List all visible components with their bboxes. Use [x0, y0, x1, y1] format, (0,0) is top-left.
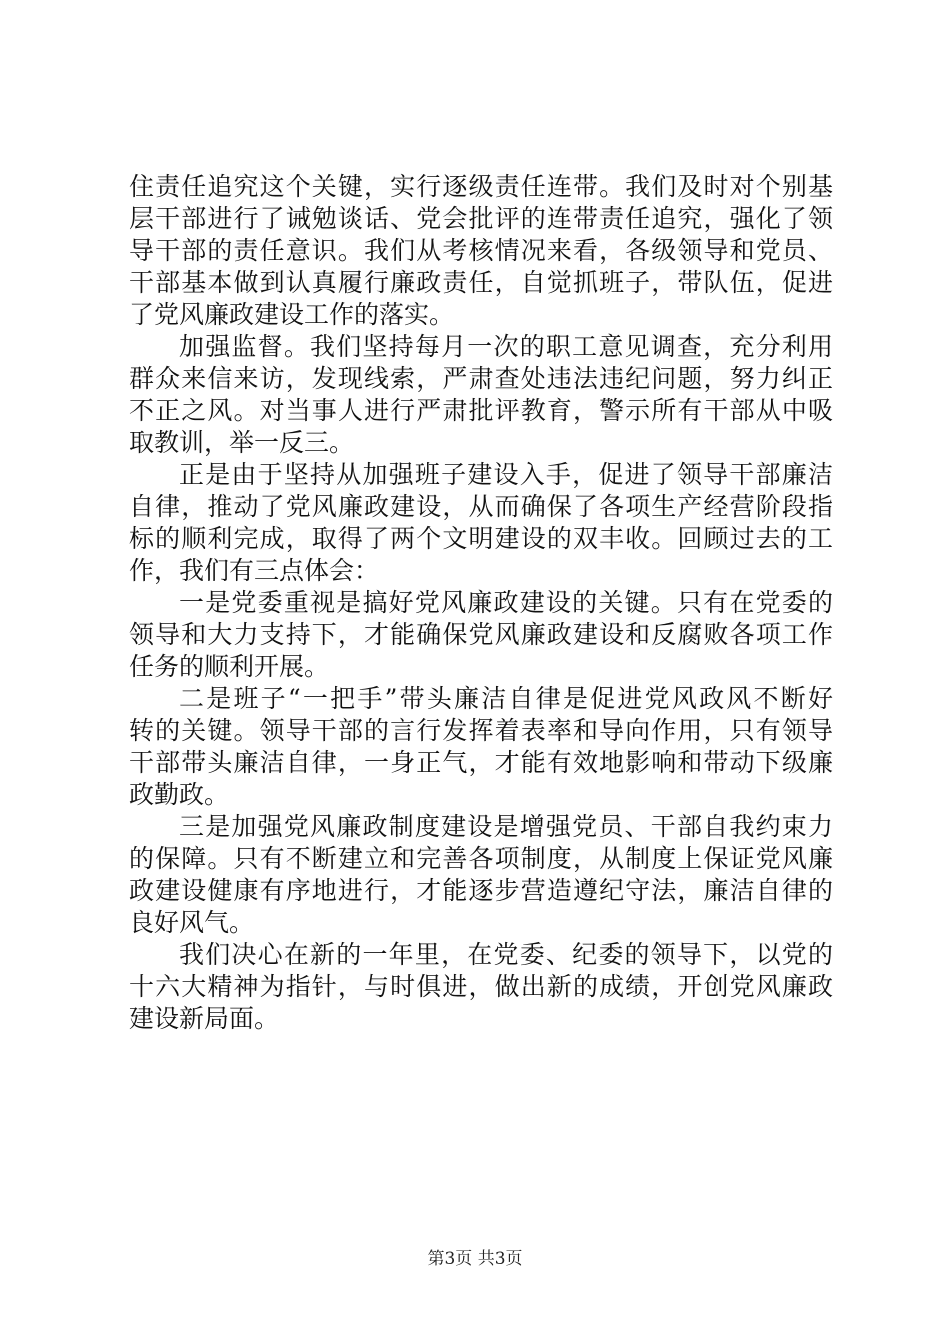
- page-number-footer: 第3页 共3页: [427, 1249, 523, 1269]
- paragraph-5-line-4: 政勤政。: [129, 780, 230, 809]
- paragraph-5-line-1: 二是班子“一把手”带头廉洁自律是促进党风政风不断好: [179, 684, 833, 713]
- paragraph-3-line-3: 标的顺利完成，取得了两个文明建设的双丰收。回顾过去的工: [129, 524, 833, 553]
- paragraph-5-line-3: 干部带头廉洁自律，一身正气，才能有效地影响和带动下级廉: [129, 748, 833, 777]
- paragraph-2-line-3: 不正之风。对当事人进行严肃批评教育，警示所有干部从中吸: [129, 396, 833, 425]
- document-body: [129, 171, 833, 1035]
- paragraph-7-line-2: 十六大精神为指针，与时俱进，做出新的成绩，开创党风廉政: [129, 972, 833, 1001]
- paragraph-6-line-1: 三是加强党风廉政制度建设是增强党员、干部自我约束力: [179, 812, 833, 841]
- paragraph-6-line-2: 的保障。只有不断建立和完善各项制度，从制度上保证党风廉: [129, 844, 833, 873]
- paragraph-2-line-1: 加强监督。我们坚持每月一次的职工意见调查，充分利用: [179, 332, 833, 361]
- paragraph-3-line-1: 正是由于坚持从加强班子建设入手，促进了领导干部廉洁: [179, 460, 833, 489]
- paragraph-6-line-4: 良好风气。: [129, 908, 255, 937]
- paragraph-2-line-4: 取教训，举一反三。: [129, 428, 355, 457]
- paragraph-4-line-2: 领导和大力支持下，才能确保党风廉政建设和反腐败各项工作: [129, 620, 833, 649]
- paragraph-1-line-4: 干部基本做到认真履行廉政责任，自觉抓班子，带队伍，促进: [129, 268, 833, 297]
- paragraph-1-line-3: 导干部的责任意识。我们从考核情况来看，各级领导和党员、: [129, 236, 833, 265]
- paragraph-1-line-2: 层干部进行了诫勉谈话、党会批评的连带责任追究，强化了领: [129, 204, 833, 233]
- paragraph-7-line-1: 我们决心在新的一年里，在党委、纪委的领导下，以党的: [179, 940, 833, 969]
- paragraph-4-line-3: 任务的顺利开展。: [129, 652, 330, 681]
- paragraph-1-line-1: 住责任追究这个关键，实行逐级责任连带。我们及时对个别基: [129, 172, 833, 201]
- paragraph-2-line-2: 群众来信来访，发现线索，严肃查处违法违纪问题，努力纠正: [129, 364, 833, 393]
- paragraph-3-line-4: 作，我们有三点体会：: [129, 556, 380, 585]
- paragraph-7-line-3: 建设新局面。: [129, 1004, 280, 1033]
- paragraph-6-line-3: 政建设健康有序地进行，才能逐步营造遵纪守法，廉洁自律的: [129, 876, 833, 905]
- paragraph-5-line-2: 转的关键。领导干部的言行发挥着表率和导向作用，只有领导: [129, 716, 833, 745]
- paragraph-1-line-5: 了党风廉政建设工作的落实。: [129, 300, 455, 329]
- paragraph-4-line-1: 一是党委重视是搞好党风廉政建设的关键。只有在党委的: [179, 588, 833, 617]
- paragraph-3-line-2: 自律，推动了党风廉政建设，从而确保了各项生产经营阶段指: [129, 492, 833, 521]
